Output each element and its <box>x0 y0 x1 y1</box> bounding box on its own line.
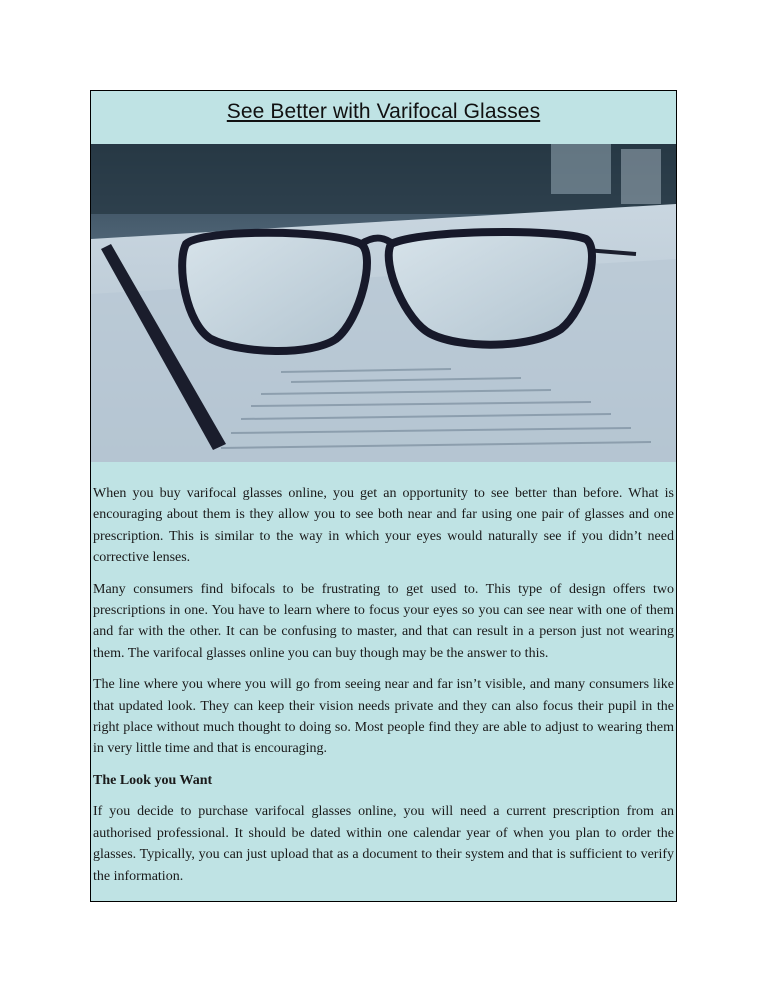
page-title: See Better with Varifocal Glasses <box>226 100 541 123</box>
paragraph: If you decide to purchase varifocal glasses online, you will need a current prescription from an authorised professional. It should be dated within one calendar year of when you plan to order the glasses. Typically, you can just upload that as a document to their system and that is sufficient to verify the information. <box>93 804 674 884</box>
document-frame <box>90 90 677 902</box>
paragraph: The line where you where you will go from seeing near and far isn’t visible, and many consumers like that updated look. They can keep their vision needs private and they can also focus their pupil in the right place without much thought to doing so. Most people find they are able to adjust to wearing them in very little time and that is encouraging. <box>93 677 674 757</box>
paragraph: Many consumers find bifocals to be frustrating to get used to. This type of design offers two prescriptions in one. You have to learn where to focus your eyes so you can see near with one of them and far with the other. It can be confusing to master, and that can result in a person just not wearing them. The varifocal glasses online you can buy though may be the answer to this. <box>93 581 674 661</box>
glasses-photo <box>91 144 676 462</box>
section-heading: The Look you Want <box>93 772 213 788</box>
paragraph: When you buy varifocal glasses online, you get an opportunity to see better than before. What is encouraging about them is they allow you to see both near and far using one pair of glasses and one prescription. This is similar to the way in which your eyes would naturally see if you didn’t need corrective lenses. <box>93 486 674 566</box>
article-body <box>93 483 674 897</box>
